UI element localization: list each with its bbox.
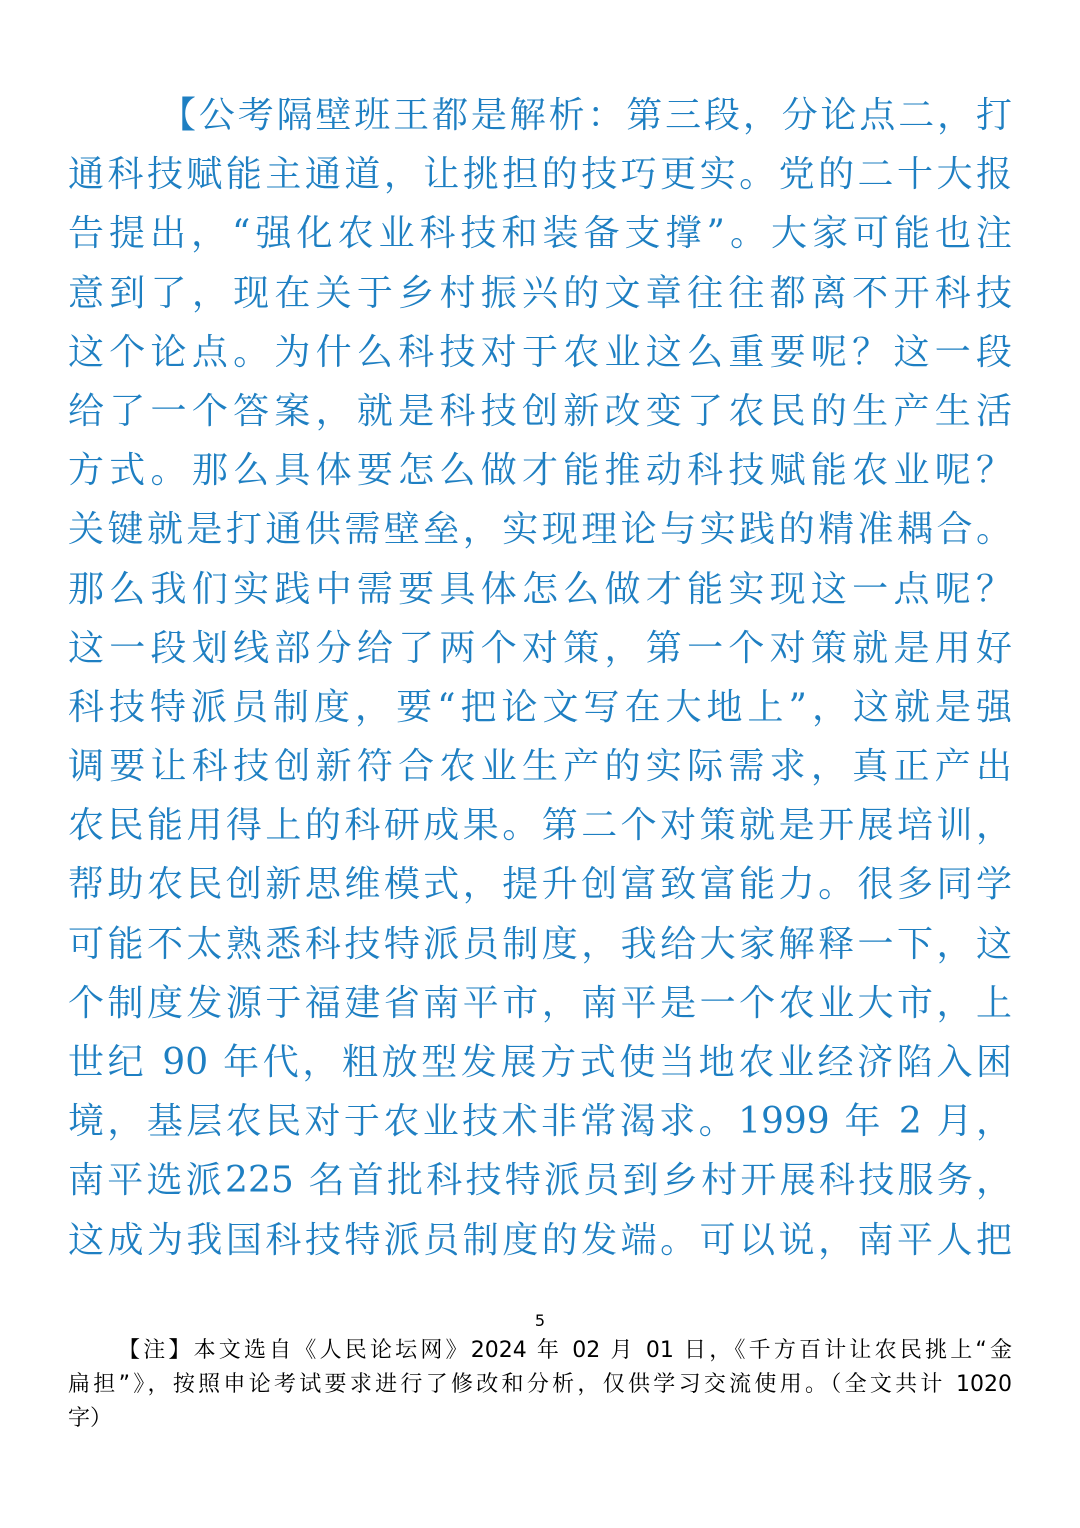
commentary-line: 这一段划线部分给了两个对策，第一个对策就是用好 [68,627,1012,669]
commentary-line: 调要让科技创新符合农业生产的实际需求，真正产出 [68,746,1012,788]
source-note-line: 扁担”》，按照申论考试要求进行了修改和分析，仅供学习交流使用。（全文共计 1020 [68,1372,1012,1397]
commentary-line: 可能不太熟悉科技特派员制度，我给大家解释一下，这 [68,923,1012,965]
commentary-line: 南平选派225 名首批科技特派员到乡村开展科技服务， [68,1160,1012,1202]
commentary-line: 方式。那么具体要怎么做才能推动科技赋能农业呢？ [68,450,1012,492]
source-note-line: 【注】本文选自《人民论坛网》2024 年 02 月 01 日，《千方百计让农民挑上“金 [118,1338,1012,1363]
page-number: 5 [534,1311,546,1330]
commentary-line: 通科技赋能主通道，让挑担的技巧更实。党的二十大报 [68,154,1012,196]
source-note-line: 字） [68,1406,113,1431]
commentary-line: 帮助农民创新思维模式，提升创富致富能力。很多同学 [68,864,1012,906]
commentary-line: 世纪 90 年代，粗放型发展方式使当地农业经济陷入困 [68,1042,1012,1083]
commentary-paragraph [68,86,1012,1270]
commentary-line: 这成为我国科技特派员制度的发端。可以说，南平人把 [68,1219,1012,1261]
commentary-line: 个制度发源于福建省南平市，南平是一个农业大市，上 [68,982,1012,1024]
commentary-line: 【公考隔壁班王都是解析：第三段，分论点二，打 [160,95,1012,136]
commentary-line: 农民能用得上的科研成果。第二个对策就是开展培训， [68,805,1012,847]
commentary-line: 科技特派员制度，要“把论文写在大地上”，这就是强 [68,686,1012,728]
source-note [68,1334,1012,1436]
commentary-line: 意到了，现在关于乡村振兴的文章往往都离不开科技 [68,272,1012,314]
commentary-line: 境，基层农民对于农业技术非常渴求。1999 年 2 月， [68,1101,1012,1143]
commentary-line: 告提出，“强化农业科技和装备支撑”。大家可能也注 [68,213,1012,255]
commentary-line: 关键就是打通供需壁垒，实现理论与实践的精准耦合。 [68,509,1012,551]
commentary-line: 给了一个答案，就是科技创新改变了农民的生产生活 [68,390,1012,432]
commentary-line: 这个论点。为什么科技对于农业这么重要呢？这一段 [68,331,1012,373]
commentary-line: 那么我们实践中需要具体怎么做才能实现这一点呢？ [68,568,1012,610]
